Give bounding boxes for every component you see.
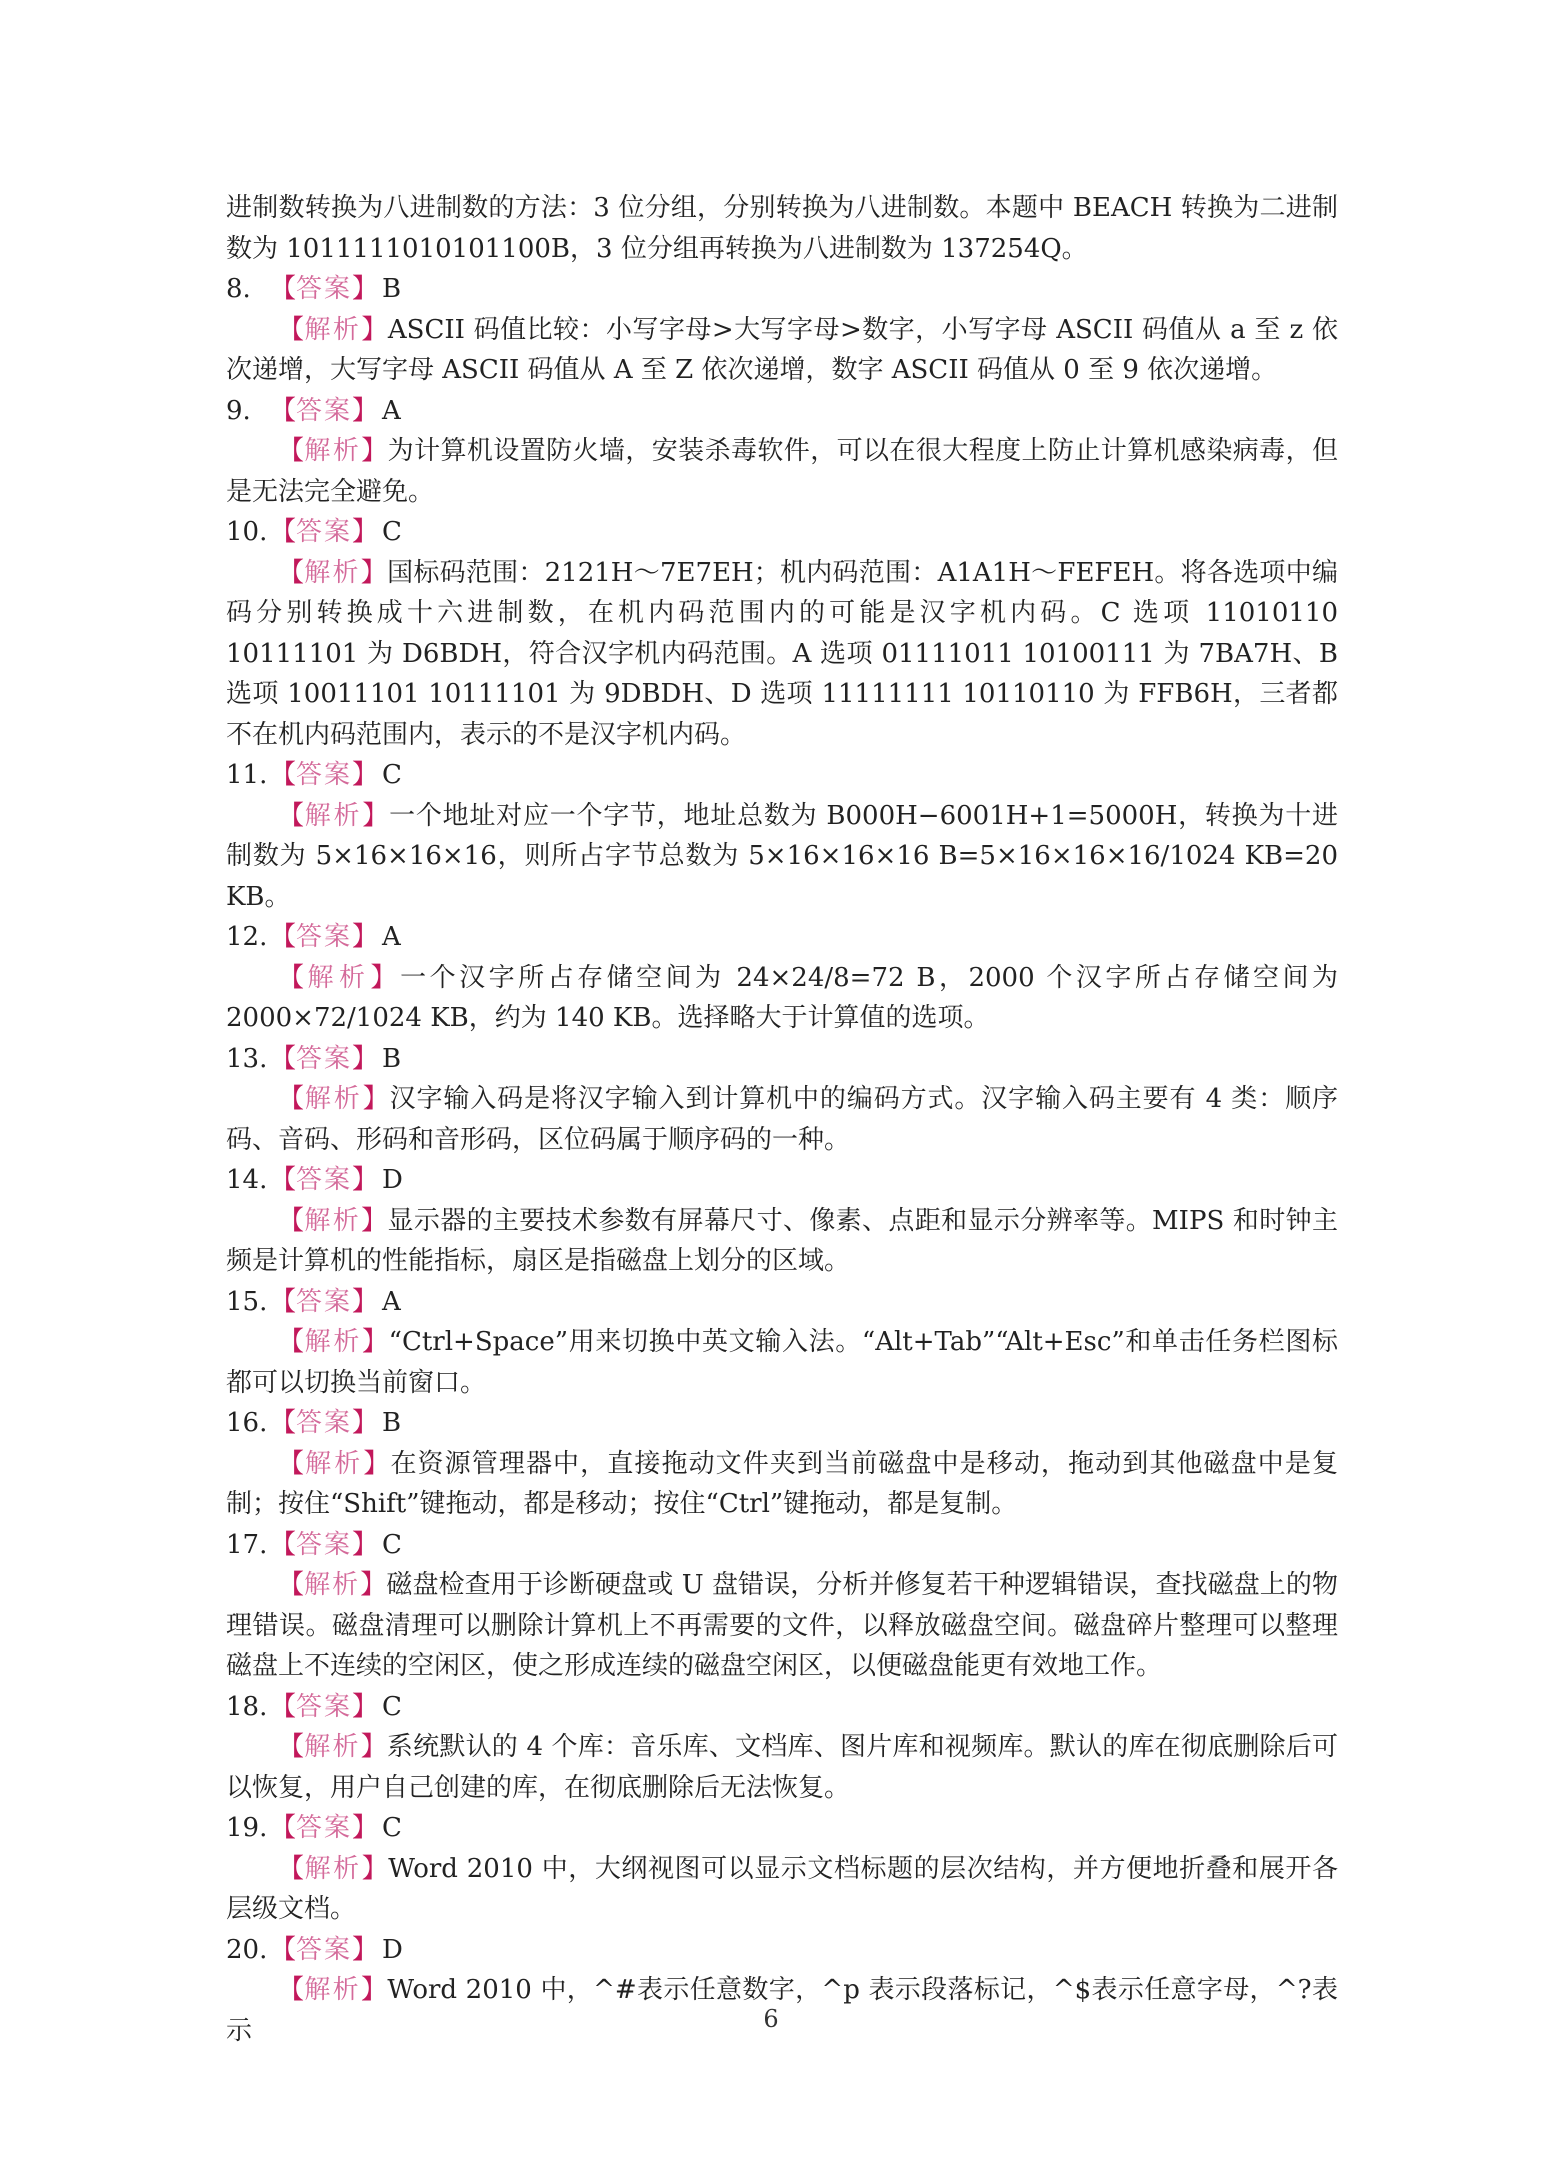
bracket-open: 【 [270,274,297,304]
analysis-text: 国标码范围：2121H～7E7EH；机内码范围：A1A1H～FEFEH。将各选项中编码分别转换成十六进制数，在机内码范围内的可能是汉字机内码。C 选项 11010110 10111101 为 D6BDH，符合汉字机内码范围。A 选项 01111011 10100111 为 7BA7H、B 选项 10011101 10111101 为 9DBDH、D 选项 11111111 10110110 为 FFB6H，三者都不在机内码范围内，表示的不是汉字机内码。 [226,557,1338,750]
bracket-close: 】 [361,1853,389,1884]
bracket-open: 【 [270,1408,297,1438]
bracket-close: 】 [361,1205,388,1236]
answer-tag: 答案 [296,1408,353,1438]
answer-content [226,188,1338,2051]
question-number: 15. [226,1286,268,1317]
answer-line [226,755,1338,796]
bracket-close: 】 [352,1691,379,1722]
analysis-tag: 解析 [304,1205,362,1236]
bracket-open: 【 [278,1570,305,1600]
answer-value: B [382,274,402,304]
answer-line [226,1403,1338,1444]
answer-tag: 答案 [296,274,353,304]
answer-value: B [382,1043,402,1074]
bracket-close: 】 [352,1286,379,1317]
analysis-paragraph [226,553,1338,756]
bracket-open: 【 [278,436,305,466]
answer-line [226,1160,1338,1201]
answer-value: C [382,1813,402,1843]
answer-value: C [382,1529,402,1560]
bracket-open: 【 [270,1043,297,1074]
answer-tag: 答案 [296,1529,353,1560]
analysis-text: 系统默认的 4 个库：音乐库、文档库、图片库和视频库。默认的库在彻底删除后可以恢复，用户自己创建的库，在彻底删除后无法恢复。 [226,1732,1338,1803]
answer-line [226,1282,1338,1323]
answer-line [226,512,1338,553]
page-number: 6 [763,2005,779,2033]
analysis-text: 为计算机设置防火墙，安装杀毒软件，可以在很大程度上防止计算机感染病毒，但是无法完全避免。 [226,436,1338,507]
question-number: 11. [226,760,268,790]
bracket-close: 】 [352,395,379,426]
analysis-tag: 解析 [304,436,362,466]
question-number: 17. [226,1529,268,1560]
bracket-open: 【 [270,1529,297,1560]
answer-value: D [382,1934,403,1965]
analysis-text: ASCII 码值比较：小写字母>大写字母>数字，小写字母 ASCII 码值从 a 至 z 依次递增，大写字母 ASCII 码值从 A 至 Z 依次递增，数字 ASCII 码值从 0 至 9 依次递增。 [226,314,1338,385]
analysis-text: 显示器的主要技术参数有屏幕尺寸、像素、点距和显示分辨率等。MIPS 和时钟主频是计算机的性能指标，扇区是指磁盘上划分的区域。 [226,1205,1338,1276]
analysis-paragraph [226,958,1338,1039]
answer-tag: 答案 [296,922,353,952]
bracket-open: 【 [278,557,305,588]
analysis-paragraph [226,1322,1338,1403]
answer-value: C [382,760,402,790]
analysis-tag: 解析 [304,800,363,831]
bracket-close: 】 [352,1408,379,1438]
bracket-open: 【 [278,1327,305,1357]
analysis-tag: 解析 [304,1975,362,2005]
bracket-open: 【 [278,800,305,831]
bracket-close: 】 [361,314,388,345]
answer-value: D [382,1165,403,1195]
question-number: 16. [226,1408,268,1438]
bracket-close: 】 [352,1165,379,1195]
bracket-close: 】 [360,557,388,588]
answer-value: A [382,922,401,952]
question-number: 10. [226,517,268,547]
bracket-open: 【 [270,1286,297,1317]
bracket-close: 】 [352,1934,379,1965]
question-number: 8. [226,274,251,304]
analysis-paragraph [226,1201,1338,1282]
bracket-close: 】 [360,1570,387,1600]
bracket-close: 】 [352,517,379,547]
analysis-paragraph [226,1079,1338,1160]
question-number: 19. [226,1813,268,1843]
bracket-open: 【 [278,1205,305,1236]
analysis-text: 一个地址对应一个字节，地址总数为 B000H−6001H+1=5000H，转换为十进制数为 5×16×16×16，则所占字节总数为 5×16×16×16 B=5×16×16×16/1024 KB=20 KB。 [226,800,1338,912]
analysis-paragraph [226,796,1338,918]
analysis-tag: 解析 [304,1853,362,1884]
answer-tag: 答案 [296,1165,353,1195]
bracket-open: 【 [278,962,308,993]
bracket-close: 】 [363,1448,391,1479]
bracket-open: 【 [270,395,297,426]
analysis-text: Word 2010 中，^#表示任意数字，^p 表示段落标记，^$表示任意字母，^?表示 [226,1975,1338,2046]
question-number: 13. [226,1043,268,1074]
bracket-close: 】 [370,962,401,993]
question-number: 18. [226,1691,268,1722]
bracket-open: 【 [270,517,297,547]
bracket-open: 【 [270,922,297,952]
bracket-open: 【 [270,1165,297,1195]
analysis-paragraph [226,1849,1338,1930]
answer-list [226,269,1338,2051]
bracket-open: 【 [270,1813,297,1843]
analysis-tag: 解析 [305,1448,364,1479]
analysis-text: “Ctrl+Space”用来切换中英文输入法。“Alt+Tab”“Alt+Esc”和单击任务栏图标都可以切换当前窗口。 [226,1327,1338,1398]
bracket-close: 】 [352,1529,379,1560]
analysis-tag: 解析 [304,557,361,588]
bracket-open: 【 [278,1853,305,1884]
question-number: 14. [226,1165,268,1195]
answer-line [226,1930,1338,1971]
analysis-paragraph [226,1444,1338,1525]
answer-tag: 答案 [296,395,353,426]
question-number: 12. [226,922,268,952]
bracket-close: 】 [362,800,390,831]
analysis-text: Word 2010 中，大纲视图可以显示文档标题的层次结构，并方便地折叠和展开各层级文档。 [226,1853,1338,1924]
analysis-paragraph [226,310,1338,391]
bracket-open: 【 [278,1975,305,2005]
answer-tag: 答案 [296,1691,353,1722]
analysis-tag: 解析 [304,1084,363,1114]
answer-value: C [382,1691,402,1722]
bracket-close: 】 [352,1043,379,1074]
analysis-paragraph [226,431,1338,512]
bracket-open: 【 [270,1934,297,1965]
answer-tag: 答案 [296,1813,353,1843]
question-number: 20. [226,1934,268,1965]
analysis-text: 一个汉字所占存储空间为 24×24/8=72 B，2000 个汉字所占存储空间为 2000×72/1024 KB，约为 140 KB。选择略大于计算值的选项。 [226,962,1338,1033]
answer-tag: 答案 [296,1934,353,1965]
bracket-close: 】 [361,1975,388,2005]
bracket-open: 【 [270,1691,297,1722]
answer-line [226,1687,1338,1728]
analysis-tag: 解析 [304,1327,362,1357]
bracket-open: 【 [278,1448,306,1479]
analysis-tag: 解析 [304,314,362,345]
answer-value: A [382,1286,401,1317]
analysis-paragraph [226,1727,1338,1808]
bracket-close: 】 [360,1732,387,1762]
answer-line [226,1808,1338,1849]
bracket-close: 】 [362,1327,389,1357]
bracket-close: 】 [352,922,379,952]
answer-value: B [382,1408,402,1438]
analysis-text: 磁盘检查用于诊断硬盘或 U 盘错误，分析并修复若干种逻辑错误，查找磁盘上的物理错误。磁盘清理可以删除计算机上不再需要的文件，以释放磁盘空间。磁盘碎片整理可以整理磁盘上不连续的空闲区，使之形成连续的磁盘空闲区，以便磁盘能更有效地工作。 [226,1570,1338,1681]
bracket-open: 【 [270,760,297,790]
analysis-text: 汉字输入码是将汉字输入到计算机中的编码方式。汉字输入码主要有 4 类：顺序码、音码、形码和音形码，区位码属于顺序码的一种。 [226,1084,1338,1155]
bracket-open: 【 [278,1084,305,1114]
analysis-tag: 解析 [304,1570,361,1600]
answer-value: A [382,395,401,426]
answer-line [226,269,1338,310]
analysis-text: 在资源管理器中，直接拖动文件夹到当前磁盘中是移动，拖动到其他磁盘中是复制；按住“Shift”键拖动，都是移动；按住“Ctrl”键拖动，都是复制。 [226,1448,1338,1519]
answer-line [226,1039,1338,1080]
bracket-open: 【 [278,314,305,345]
question-number: 9. [226,395,251,426]
answer-line [226,1525,1338,1566]
answer-tag: 答案 [296,760,353,790]
bracket-close: 】 [352,274,379,304]
bracket-close: 】 [362,1084,390,1114]
analysis-tag: 解析 [304,1732,361,1762]
answer-tag: 答案 [296,1286,353,1317]
bracket-open: 【 [278,1732,305,1762]
intro-paragraph: 进制数转换为八进制数的方法：3 位分组，分别转换为八进制数。本题中 BEACH 转换为二进制数为 1011111010101100B，3 位分组再转换为八进制数为 137254Q。 [226,193,1338,264]
bracket-close: 】 [352,760,379,790]
answer-value: C [382,517,402,547]
answer-tag: 答案 [296,517,353,547]
answer-tag: 答案 [296,1043,353,1074]
bracket-close: 】 [361,436,388,466]
analysis-tag: 解析 [307,962,371,993]
analysis-paragraph [226,1565,1338,1687]
answer-line [226,917,1338,958]
bracket-close: 】 [352,1813,379,1843]
answer-line [226,391,1338,432]
